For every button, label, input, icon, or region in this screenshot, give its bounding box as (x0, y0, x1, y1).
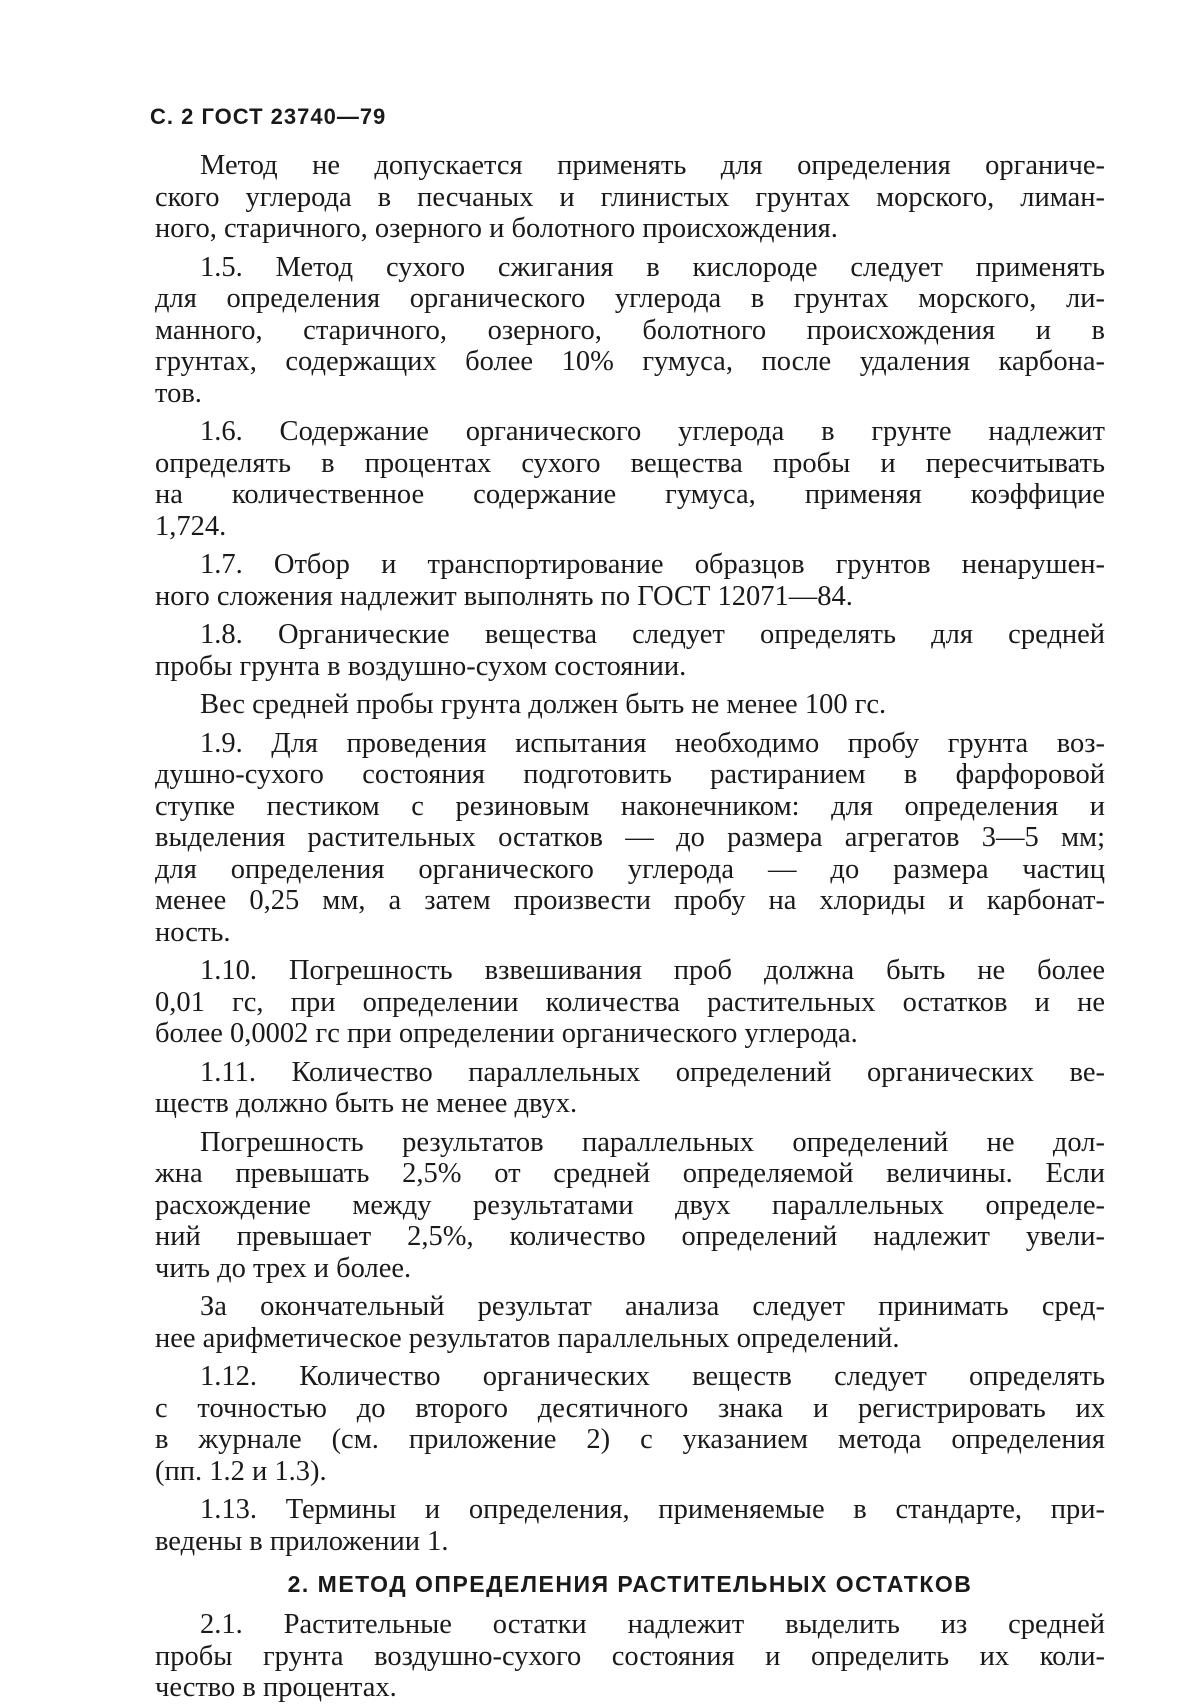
paragraph (155, 1291, 1105, 1354)
text-line: пробы грунта в воздушно-сухом состоянии. (155, 650, 687, 682)
document-body (155, 150, 1105, 1704)
text-line: выделения растительных остатков — до размера агрегатов 3—5 мм; (155, 822, 1105, 853)
text-line: Погрешность результатов параллельных определений не дол- (200, 1126, 1105, 1158)
text-line: ность. (155, 916, 231, 948)
text-line: менее 0,25 мм, а затем произвести пробу на хлориды и карбонат- (155, 885, 1105, 916)
text-line: более 0,0002 гс при определении органического углерода. (155, 1018, 858, 1049)
text-line: ского углерода в песчаных и глинистых грунтах морского, лиман- (155, 181, 1105, 213)
paragraph (155, 955, 1105, 1050)
section-paragraph (155, 1609, 1105, 1704)
text-line: ведены в приложении 1. (155, 1525, 449, 1557)
text-line: 1,724. (155, 510, 227, 542)
text-line: грунтах, содержащих более 10% гумуса, после удаления карбона- (155, 346, 1105, 377)
text-line: в журнале (см. приложение 2) с указанием метода определения (155, 1424, 1105, 1455)
text-line: тов. (155, 377, 202, 409)
text-line: 0,01 гс, при определении количества растительных остатков и не (155, 986, 1105, 1018)
text-line: ний превышает 2,5%, количество определений надлежит увели- (155, 1221, 1105, 1252)
paragraph (155, 1057, 1105, 1120)
paragraph (155, 1127, 1105, 1285)
text-line: 1.10. Погрешность взвешивания проб должна быть не более (200, 955, 1105, 986)
text-line: 1.11. Количество параллельных определений органических ве- (200, 1056, 1105, 1088)
text-line: с точностью до второго десятичного знака и регистрировать их (155, 1392, 1105, 1424)
page-header: С. 2 ГОСТ 23740—79 (150, 104, 387, 129)
paragraph (155, 728, 1105, 949)
paragraph (155, 416, 1105, 542)
text-line: 1.12. Количество органических веществ следует определять (200, 1361, 1105, 1392)
text-line: для определения органического углерода — до размера частиц (155, 853, 1105, 885)
text-line: 1.8. Органические вещества следует определять для средней (200, 619, 1105, 650)
text-line: ного, старичного, озерного и болотного происхождения. (155, 213, 838, 244)
text-line: (пп. 1.2 и 1.3). (155, 1455, 327, 1487)
text-line: жна превышать 2,5% от средней определяемой величины. Если (155, 1158, 1105, 1189)
text-line: За окончательный результат анализа следует принимать сред- (200, 1291, 1105, 1322)
text-line: для определения органического углерода в грунтах морского, ли- (155, 283, 1105, 314)
text-line: ного сложения надлежит выполнять по ГОСТ 12071—84. (155, 580, 853, 612)
paragraph (155, 689, 1105, 721)
paragraph (155, 1361, 1105, 1487)
text-line: 1.5. Метод сухого сжигания в кислороде следует применять (200, 251, 1105, 283)
text-line: Метод не допускается применять для определения органиче- (200, 150, 1105, 181)
text-line: чить до трех и более. (155, 1252, 412, 1284)
text-line: пробы грунта воздушно-сухого состояния и определить их коли- (155, 1640, 1105, 1672)
text-line: 1.6. Содержание органического углерода в грунте надлежит (200, 416, 1105, 447)
paragraph (155, 549, 1105, 612)
text-line: манного, старичного, озерного, болотного происхождения и в (155, 314, 1105, 346)
paragraph (155, 150, 1105, 245)
text-line: 1.9. Для проведения испытания необходимо пробу грунта воз- (200, 727, 1105, 759)
text-line: чество в процентах. (155, 1672, 397, 1703)
section-title: 2. МЕТОД ОПРЕДЕЛЕНИЯ РАСТИТЕЛЬНЫХ ОСТАТКОВ (287, 1571, 973, 1597)
text-line: 1.7. Отбор и транспортирование образцов грунтов ненарушен- (200, 549, 1105, 580)
text-line: на количественное содержание гумуса, применяя коэффицие (155, 479, 1105, 510)
text-line: ступке пестиком с резиновым наконечником: для определения и (155, 790, 1105, 822)
paragraph (155, 252, 1105, 410)
text-line: расхождение между результатами двух параллельных определе- (155, 1189, 1105, 1221)
text-line: 2.1. Растительные остатки надлежит выделить из средней (200, 1609, 1105, 1640)
text-line: ществ должно быть не менее двух. (155, 1088, 578, 1119)
paragraph (155, 1494, 1105, 1557)
paragraph (155, 619, 1105, 682)
text-line: душно-сухого состояния подготовить растиранием в фарфоровой (155, 759, 1105, 790)
text-line: 1.13. Термины и определения, применяемые в стандарте, при- (200, 1494, 1105, 1525)
text-line: Вес средней пробы грунта должен быть не менее 100 гс. (200, 689, 887, 720)
text-line: нее арифметическое результатов параллельных определений. (155, 1322, 900, 1354)
text-line: определять в процентах сухого вещества пробы и пересчитывать (155, 447, 1105, 479)
